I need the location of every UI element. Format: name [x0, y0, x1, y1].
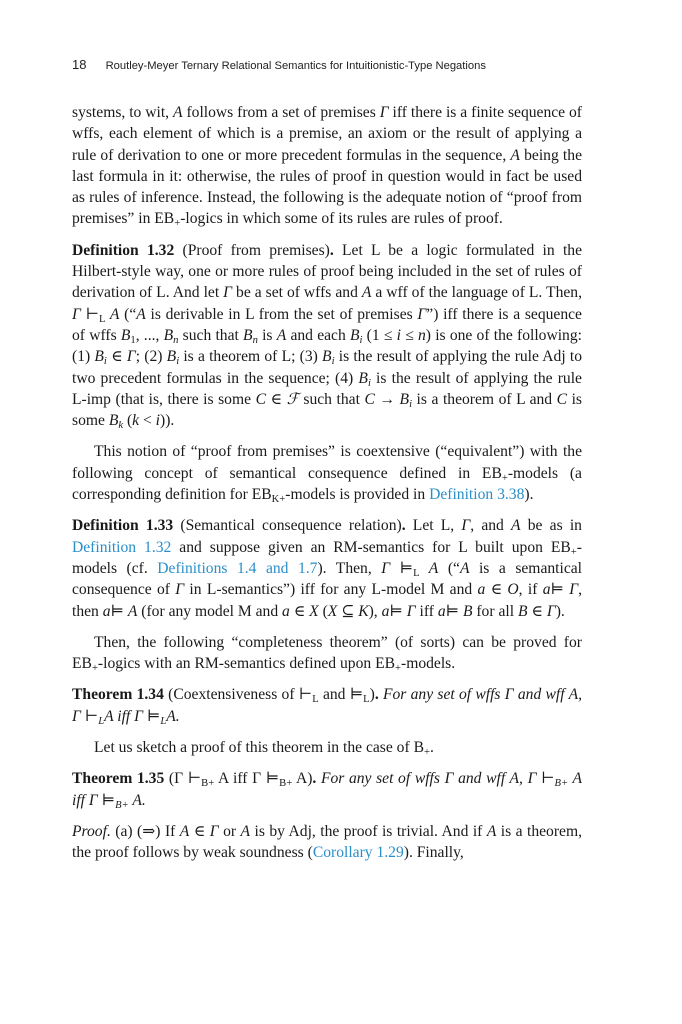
link-definition-1-32[interactable]: Definition 1.32: [72, 538, 172, 556]
definition-1-33: Definition 1.33 (Semantical consequence relation). Let L, Γ, and A be as in Definition 1.32 and suppose given an RM-semantics for L built upon $EB_+$-models (cf. Definitions 1.4 and 1.7). Then, Γ $⊨_L$ A (“A is a semantical consequence of Γ in L-semantics”) iff for any L-model M and a ∈ O, if a⊨ Γ, then a⊨ A (for any model M and a ∈ X (X ⊆ K), a⊨ Γ iff a⊨ B for all B ∈ Γ).: [72, 517, 582, 620]
page-number: 18: [72, 57, 87, 72]
paragraph-coextensive: This notion of “proof from premises” is coextensive (“equivalent”) with the following concept of semantical consequence defined in $EB_+$-models (a corresponding definition for $EB_{K+}$-models is provided in Definition 3.38).: [72, 443, 582, 506]
link-definition-3-38[interactable]: Definition 3.38: [429, 486, 525, 504]
definition-label: Definition 1.32: [72, 241, 175, 259]
paragraph-completeness: Then, the following “completeness theorem” (of sorts) can be proved for $EB_+$-logics with an RM-semantics defined upon $EB_+$-models.: [72, 633, 582, 675]
theorem-label: Theorem 1.34: [72, 686, 164, 704]
paragraph-intro: systems, to wit, A follows from a set of premises Γ iff there is a finite sequence of wffs, each element of which is a premise, an axiom or the result of applying a rule of derivation to one or more precedent formulas in the sequence, A being the last formula in it: otherwise, the rules of proof in question would in fact be used as rules of inference. Instead, the following is the adequate notion of “proof from premises” in $EB_+$-logics in which some of its rules are rules of proof.: [72, 104, 583, 230]
paragraph-sketch: Let us sketch a proof of this theorem in the case of $B_+$.: [94, 739, 434, 759]
proof: Proof. (a) (⇒) If A ∈ Γ or A is by Adj, the proof is trivial. And if A is a theorem, the proof follows by weak soundness (Corollary 1.29). Finally,: [72, 822, 582, 862]
running-title: Routley-Meyer Ternary Relational Semantics for Intuitionistic-Type Negations: [105, 60, 486, 72]
link-definitions-1-4-1-7[interactable]: Definitions 1.4 and 1.7: [157, 559, 318, 577]
definition-1-32: Definition 1.32 (Proof from premises). Let L be a logic formulated in the Hilbert-style way, one or more rules of proof being included in the set of rules of derivation of L. And let Γ be a set of wffs and A a wff of the language of L. Then, Γ $⊢_L$ A (“A is derivable in L from the set of premises Γ”) iff there is a sequence of wffs $B_1$, ..., $B_n$ such that $B_n$ is A and each $B_i$ (1 ≤ i ≤ n) is one of the following: (1) $B_i$ ∈ Γ; (2) $B_i$ is a theorem of L; (3) $B_i$ is the result of applying the rule Adj to two precedent formulas in the sequence; (4) $B_i$ is the result of applying the rule L-imp (that is, there is some C ∈ ℱ such that $C \to B_i$ is a theorem of L and C is some $B_k$ (k < i)).: [72, 241, 583, 432]
theorem-1-34: Theorem 1.34 (Coextensiveness of $⊢_L$ and $⊨_L$). For any set of wffs Γ and wff A, Γ $⊢_LA$ iff Γ $⊨_LA$.: [72, 686, 582, 727]
theorem-label: Theorem 1.35: [72, 770, 165, 788]
running-header: [72, 57, 486, 72]
page-body: [72, 102, 582, 864]
proof-label: Proof.: [72, 822, 111, 840]
theorem-1-35: Theorem 1.35 (Γ $⊢_{B+}$ A iff Γ $⊨_{B+}$ A). For any set of wffs Γ and wff A, Γ $⊢_{B+}$ A iff Γ $⊨_{B+}$ A.: [72, 770, 582, 811]
link-corollary-1-29[interactable]: Corollary 1.29: [312, 844, 404, 862]
definition-label: Definition 1.33: [72, 517, 174, 535]
